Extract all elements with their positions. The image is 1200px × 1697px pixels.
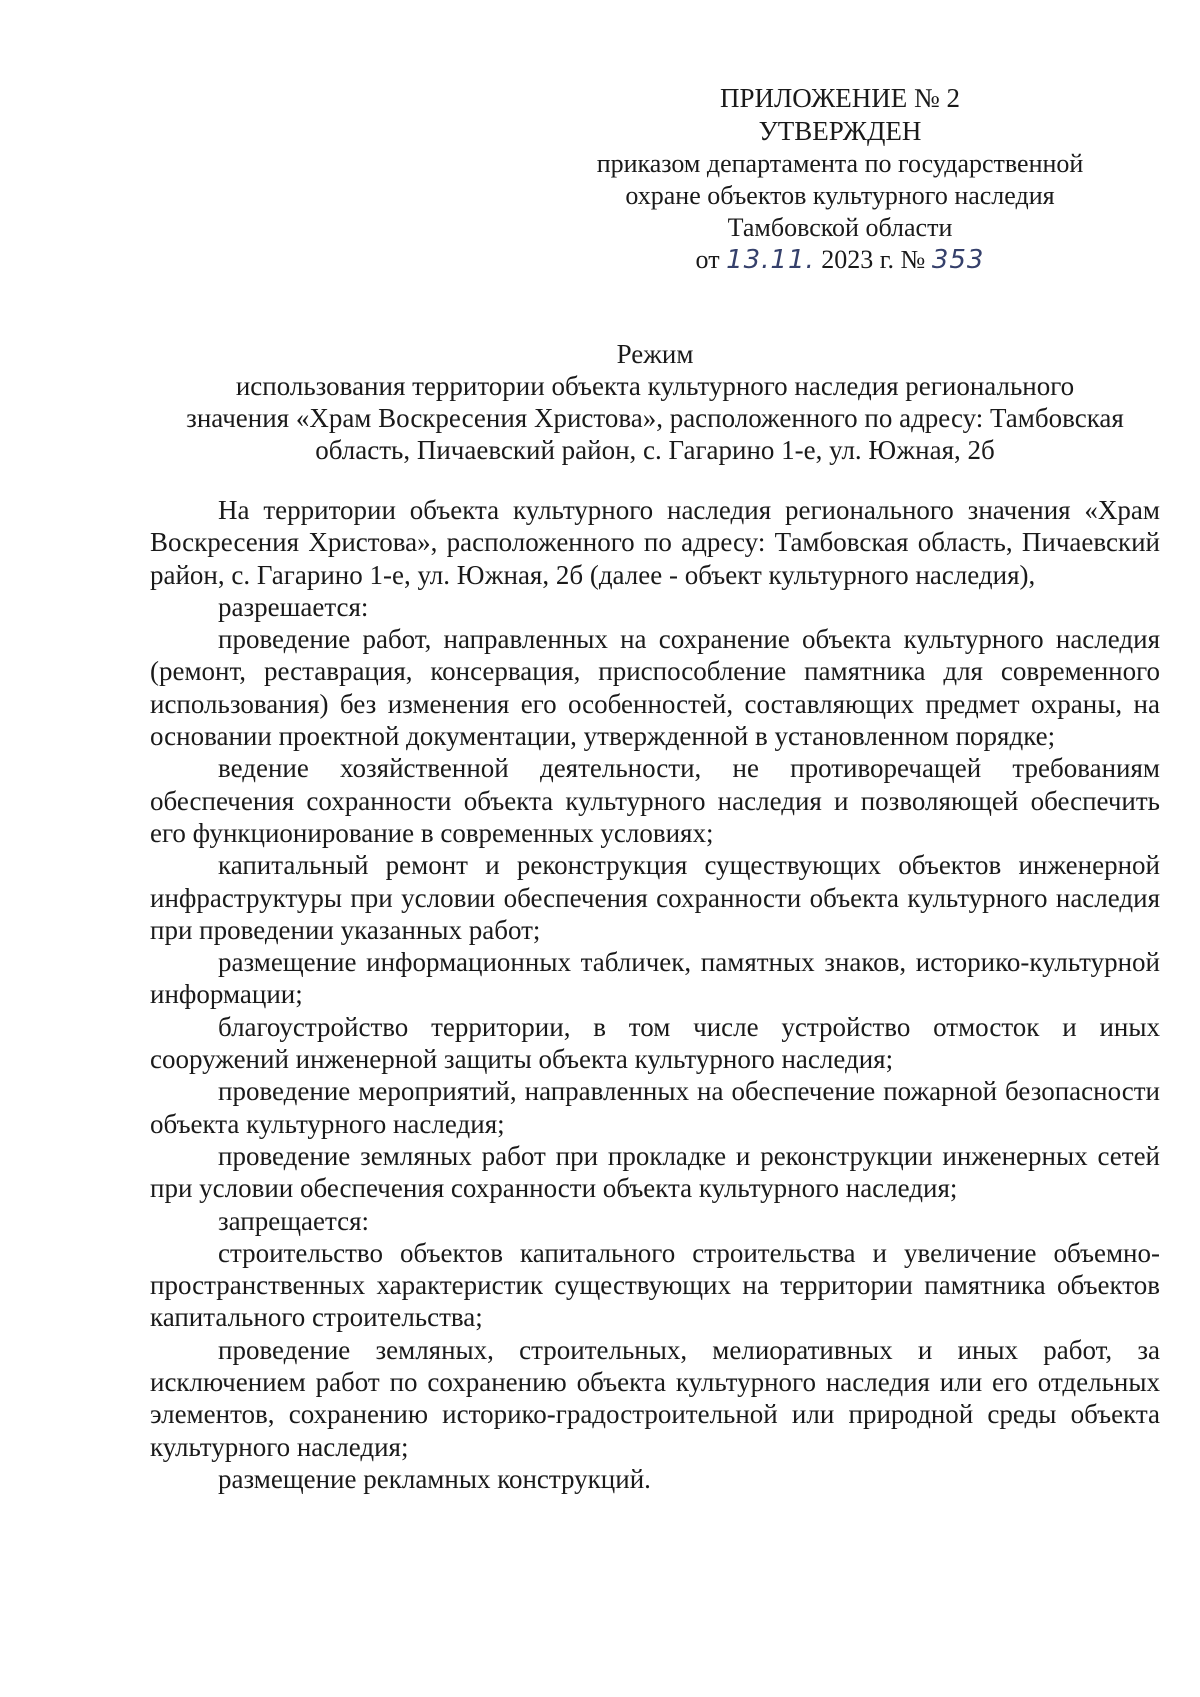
title-line-2: значения «Храм Воскресения Христова», расположенного по адресу: Тамбовская <box>186 403 1124 433</box>
date-prefix: от <box>695 245 720 274</box>
allowed-heading: разрешается: <box>218 591 369 622</box>
handwritten-order-number: 353 <box>931 245 985 275</box>
allowed-item: благоустройство территории, в том числе устройство отмосток и иных сооружений инженерной защиты объекта культурного наследия; <box>150 1011 1160 1075</box>
allowed-item: проведение работ, направленных на сохранение объекта культурного наследия (ремонт, реставрация, консервация, приспособление памятника для современного использования) без изменения его особенностей, составляющих предмет охраны, на основании проектной документации, утвержденной в установленном порядке; <box>150 624 1160 752</box>
document-body <box>150 494 1160 1495</box>
allowed-item: ведение хозяйственной деятельности, не противоречащей требованиям обеспечения сохранности объекта культурного наследия и позволяющей обеспечить его функционирование в современных условиях; <box>150 753 1160 848</box>
approval-stamp-block <box>560 82 1120 276</box>
document-title <box>150 338 1160 466</box>
approval-line-3: Тамбовской области <box>727 213 953 242</box>
allowed-item: размещение информационных табличек, памятных знаков, историко-культурной информации; <box>150 947 1160 1010</box>
allowed-item: проведение земляных работ при прокладке и реконструкции инженерных сетей при условии обеспечения сохранности объекта культурного наследия; <box>150 1140 1160 1204</box>
approval-line-1: приказом департамента по государственной <box>596 149 1084 178</box>
annex-number: ПРИЛОЖЕНИЕ № 2 <box>719 83 961 113</box>
handwritten-date: 13.11. <box>726 245 815 275</box>
intro-paragraph: На территории объекта культурного наследия регионального значения «Храм Воскресения Христова», расположенного по адресу: Тамбовская область, Пичаевский район, с. Гагарино 1-е, ул. Южная, 2б (далее - объект культурного наследия), <box>150 495 1160 590</box>
title-line-1: использования территории объекта культурного наследия регионального <box>235 371 1075 401</box>
prohibited-item: размещение рекламных конструкций. <box>218 1463 651 1494</box>
order-year: 2023 г. <box>821 245 894 274</box>
prohibited-heading: запрещается: <box>218 1205 370 1236</box>
prohibited-item: строительство объектов капитального строительства и увеличение объемно-пространственных характеристик существующих на территории памятника объектов капитального строительства; <box>150 1237 1160 1333</box>
approval-line-2: охране объектов культурного наследия <box>625 181 1055 210</box>
allowed-item: капитальный ремонт и реконструкция существующих объектов инженерной инфраструктуры при условии обеспечения сохранности объекта культурного наследия при проведении указанных работ; <box>150 850 1160 945</box>
approved-label: УТВЕРЖДЕН <box>758 116 922 146</box>
allowed-item: проведение мероприятий, направленных на обеспечение пожарной безопасности объекта культурного наследия; <box>150 1076 1160 1139</box>
prohibited-item: проведение земляных, строительных, мелиоративных и иных работ, за исключением работ по сохранению объекта культурного наследия или его отдельных элементов, сохранению историко-градостроительной или природной среды объекта культурного наследия; <box>150 1334 1160 1462</box>
number-sign: № <box>900 245 926 274</box>
title-line-3: область, Пичаевский район, с. Гагарино 1-е, ул. Южная, 2б <box>315 435 995 465</box>
title-heading: Режим <box>616 339 694 369</box>
order-date-line <box>560 244 1120 276</box>
